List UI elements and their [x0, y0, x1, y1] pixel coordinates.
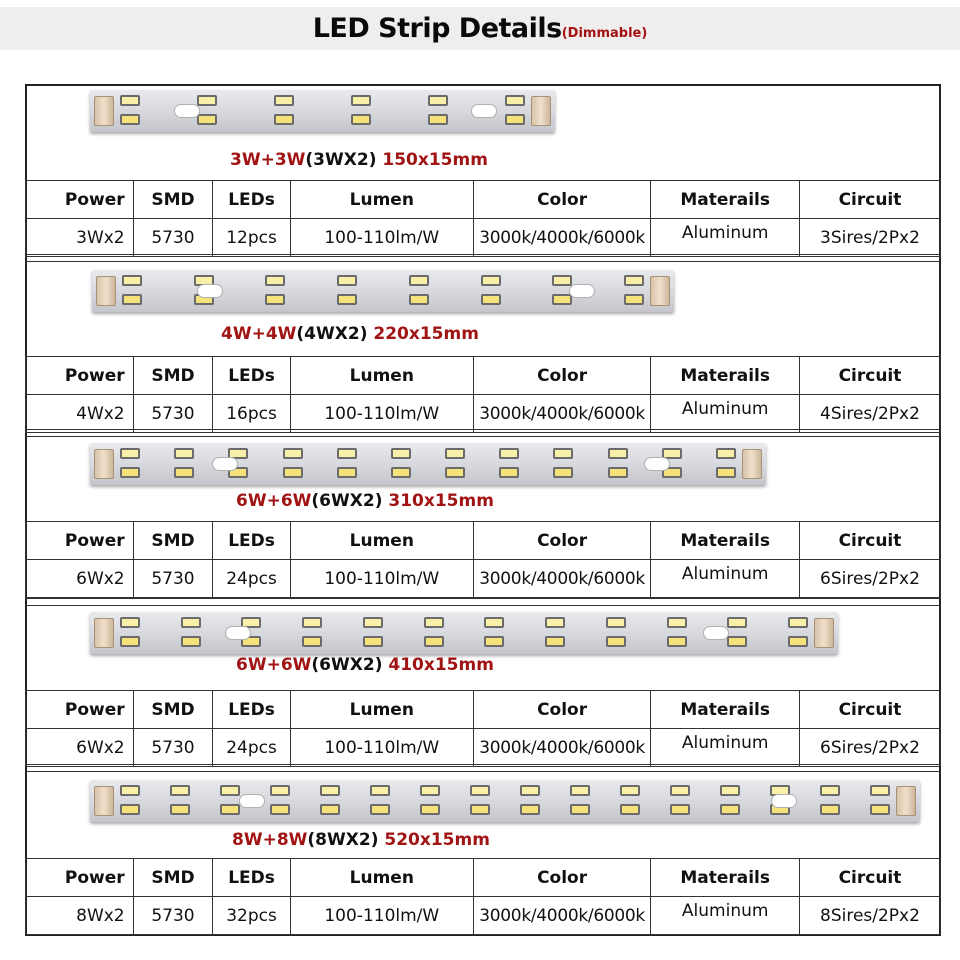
connector-icon: [94, 96, 114, 126]
cell-power: 3Wx2: [26, 219, 134, 257]
smd-led-icon: [624, 275, 644, 286]
led-strip-image: [92, 270, 674, 312]
column-header: Lumen: [290, 859, 473, 897]
smd-led-icon: [424, 617, 444, 628]
cell-circuit: 3Sires/2Px2: [799, 219, 940, 257]
mounting-hole-icon: [239, 794, 265, 808]
column-header: SMD: [133, 181, 213, 219]
column-header: Circuit: [799, 357, 940, 395]
smd-led-icon: [428, 95, 448, 106]
smd-led-icon: [320, 804, 340, 815]
connector-icon: [94, 786, 114, 816]
page-title: LED Strip Details: [312, 13, 562, 44]
smd-led-icon: [520, 804, 540, 815]
cell-circuit: 6Sires/2Px2: [799, 729, 940, 767]
spec-table: [25, 690, 941, 767]
column-header: Color: [473, 357, 651, 395]
smd-led-icon: [363, 617, 383, 628]
smd-led-icon: [122, 275, 142, 286]
column-header: Circuit: [799, 522, 940, 560]
smd-led-icon: [499, 467, 519, 478]
connector-icon: [531, 96, 551, 126]
strip-caption: [221, 324, 479, 344]
smd-led-icon: [351, 114, 371, 125]
smd-led-icon: [606, 617, 626, 628]
connector-icon: [814, 618, 834, 648]
smd-led-icon: [320, 785, 340, 796]
smd-led-icon: [220, 804, 240, 815]
smd-led-icon: [820, 804, 840, 815]
smd-led-icon: [667, 636, 687, 647]
column-header: Lumen: [290, 357, 473, 395]
smd-led-icon: [120, 467, 140, 478]
column-header: Materails: [651, 522, 800, 560]
mounting-hole-icon: [703, 626, 729, 640]
smd-led-icon: [181, 636, 201, 647]
smd-led-icon: [370, 785, 390, 796]
column-header: LEDs: [213, 357, 291, 395]
cell-leds: 32pcs: [213, 897, 291, 935]
smd-led-icon: [788, 636, 808, 647]
mounting-hole-icon: [471, 104, 497, 118]
smd-led-icon: [391, 467, 411, 478]
connector-icon: [94, 618, 114, 648]
smd-led-icon: [481, 275, 501, 286]
section-divider: [25, 598, 941, 606]
mounting-hole-icon: [225, 626, 251, 640]
column-header: Lumen: [290, 522, 473, 560]
smd-led-icon: [120, 114, 140, 125]
cell-power: 6Wx2: [26, 560, 134, 598]
strip-caption: [236, 655, 494, 675]
section-divider: [25, 254, 941, 262]
smd-led-icon: [820, 785, 840, 796]
caption-size: 410x15mm: [382, 655, 494, 675]
column-header: Color: [473, 181, 651, 219]
column-header: LEDs: [213, 522, 291, 560]
column-header: Materails: [651, 181, 800, 219]
caption-power: 8W+8W: [232, 830, 308, 850]
smd-led-icon: [484, 617, 504, 628]
smd-led-icon: [667, 617, 687, 628]
smd-led-icon: [174, 467, 194, 478]
smd-led-icon: [363, 636, 383, 647]
smd-led-icon: [120, 448, 140, 459]
connector-icon: [742, 449, 762, 479]
table-row: [26, 560, 941, 598]
table-header-row: [26, 691, 941, 729]
mounting-hole-icon: [197, 284, 223, 298]
caption-power: 4W+4W: [221, 324, 297, 344]
cell-material: Aluminum: [651, 560, 800, 598]
smd-led-icon: [197, 95, 217, 106]
smd-led-icon: [220, 785, 240, 796]
column-header: Power: [26, 522, 134, 560]
cell-smd: 5730: [133, 729, 213, 767]
spec-table: [25, 180, 941, 257]
caption-power: 6W+6W: [236, 655, 312, 675]
mounting-hole-icon: [174, 104, 200, 118]
smd-led-icon: [420, 804, 440, 815]
caption-config: (6WX2): [311, 491, 383, 511]
smd-led-icon: [302, 617, 322, 628]
smd-led-icon: [552, 275, 572, 286]
cell-smd: 5730: [133, 219, 213, 257]
smd-led-icon: [181, 617, 201, 628]
smd-led-icon: [470, 804, 490, 815]
spec-table: [25, 356, 941, 433]
column-header: Power: [26, 181, 134, 219]
cell-lumen: 100-110lm/W: [290, 729, 473, 767]
table-row: [26, 395, 941, 433]
mounting-hole-icon: [569, 284, 595, 298]
smd-led-icon: [484, 636, 504, 647]
column-header: Materails: [651, 691, 800, 729]
smd-led-icon: [420, 785, 440, 796]
strip-caption: [232, 830, 490, 850]
smd-led-icon: [620, 804, 640, 815]
section-divider: [25, 764, 941, 772]
cell-color: 3000k/4000k/6000k: [473, 219, 651, 257]
caption-power: 6W+6W: [236, 491, 312, 511]
mounting-hole-icon: [644, 457, 670, 471]
table-header-row: [26, 357, 941, 395]
cell-color: 3000k/4000k/6000k: [473, 395, 651, 433]
caption-power: 3W+3W: [230, 150, 306, 170]
cell-material: Aluminum: [651, 219, 800, 257]
smd-led-icon: [553, 448, 573, 459]
smd-led-icon: [670, 804, 690, 815]
smd-led-icon: [445, 448, 465, 459]
smd-led-icon: [520, 785, 540, 796]
cell-circuit: 8Sires/2Px2: [799, 897, 940, 935]
caption-size: 220x15mm: [367, 324, 479, 344]
smd-led-icon: [351, 95, 371, 106]
smd-led-icon: [120, 95, 140, 106]
smd-led-icon: [170, 804, 190, 815]
cell-lumen: 100-110lm/W: [290, 897, 473, 935]
caption-config: (8WX2): [307, 830, 379, 850]
smd-led-icon: [670, 785, 690, 796]
cell-lumen: 100-110lm/W: [290, 560, 473, 598]
smd-led-icon: [409, 294, 429, 305]
cell-leds: 16pcs: [213, 395, 291, 433]
column-header: SMD: [133, 859, 213, 897]
table-row: [26, 729, 941, 767]
smd-led-icon: [337, 448, 357, 459]
page-header: [0, 7, 960, 50]
smd-led-icon: [624, 294, 644, 305]
smd-led-icon: [870, 785, 890, 796]
column-header: Circuit: [799, 859, 940, 897]
cell-material: Aluminum: [651, 729, 800, 767]
smd-led-icon: [120, 785, 140, 796]
table-header-row: [26, 859, 941, 897]
smd-led-icon: [170, 785, 190, 796]
column-header: Circuit: [799, 691, 940, 729]
smd-led-icon: [620, 785, 640, 796]
led-strip-image: [90, 612, 838, 654]
caption-config: (6WX2): [311, 655, 383, 675]
table-header-row: [26, 181, 941, 219]
section-divider: [25, 429, 941, 437]
column-header: LEDs: [213, 859, 291, 897]
smd-led-icon: [608, 448, 628, 459]
smd-led-icon: [505, 114, 525, 125]
smd-led-icon: [409, 275, 429, 286]
smd-led-icon: [122, 294, 142, 305]
smd-led-icon: [274, 95, 294, 106]
smd-led-icon: [120, 804, 140, 815]
column-header: Color: [473, 691, 651, 729]
smd-led-icon: [727, 636, 747, 647]
cell-leds: 24pcs: [213, 560, 291, 598]
page-subtitle: (Dimmable): [561, 26, 648, 41]
smd-led-icon: [174, 448, 194, 459]
smd-led-icon: [470, 785, 490, 796]
smd-led-icon: [553, 467, 573, 478]
smd-led-icon: [428, 114, 448, 125]
cell-leds: 12pcs: [213, 219, 291, 257]
smd-led-icon: [788, 617, 808, 628]
smd-led-icon: [283, 467, 303, 478]
smd-led-icon: [716, 448, 736, 459]
led-strip-image: [90, 90, 555, 132]
connector-icon: [94, 449, 114, 479]
smd-led-icon: [499, 448, 519, 459]
column-header: Materails: [651, 859, 800, 897]
smd-led-icon: [727, 617, 747, 628]
cell-material: Aluminum: [651, 897, 800, 935]
caption-size: 150x15mm: [376, 150, 488, 170]
smd-led-icon: [505, 95, 525, 106]
mounting-hole-icon: [212, 457, 238, 471]
strip-caption: [236, 491, 494, 511]
smd-led-icon: [545, 617, 565, 628]
cell-material: Aluminum: [651, 395, 800, 433]
column-header: Circuit: [799, 181, 940, 219]
column-header: Color: [473, 859, 651, 897]
cell-circuit: 6Sires/2Px2: [799, 560, 940, 598]
column-header: Power: [26, 859, 134, 897]
mounting-hole-icon: [771, 794, 797, 808]
connector-icon: [650, 276, 670, 306]
smd-led-icon: [870, 804, 890, 815]
smd-led-icon: [720, 804, 740, 815]
smd-led-icon: [391, 448, 411, 459]
cell-color: 3000k/4000k/6000k: [473, 729, 651, 767]
smd-led-icon: [570, 785, 590, 796]
smd-led-icon: [197, 114, 217, 125]
connector-icon: [896, 786, 916, 816]
table-row: [26, 897, 941, 935]
cell-smd: 5730: [133, 560, 213, 598]
smd-led-icon: [552, 294, 572, 305]
smd-led-icon: [606, 636, 626, 647]
cell-lumen: 100-110lm/W: [290, 395, 473, 433]
cell-power: 8Wx2: [26, 897, 134, 935]
column-header: LEDs: [213, 691, 291, 729]
smd-led-icon: [302, 636, 322, 647]
smd-led-icon: [120, 617, 140, 628]
column-header: SMD: [133, 522, 213, 560]
smd-led-icon: [608, 467, 628, 478]
smd-led-icon: [545, 636, 565, 647]
column-header: Lumen: [290, 691, 473, 729]
smd-led-icon: [337, 294, 357, 305]
cell-circuit: 4Sires/2Px2: [799, 395, 940, 433]
column-header: SMD: [133, 357, 213, 395]
column-header: LEDs: [213, 181, 291, 219]
smd-led-icon: [265, 275, 285, 286]
smd-led-icon: [716, 467, 736, 478]
caption-size: 310x15mm: [382, 491, 494, 511]
smd-led-icon: [570, 804, 590, 815]
led-strip-image: [90, 443, 766, 485]
smd-led-icon: [445, 467, 465, 478]
spec-table: [25, 521, 941, 598]
caption-config: (4WX2): [296, 324, 368, 344]
column-header: Color: [473, 522, 651, 560]
column-header: Power: [26, 691, 134, 729]
smd-led-icon: [274, 114, 294, 125]
column-header: Materails: [651, 357, 800, 395]
smd-led-icon: [481, 294, 501, 305]
cell-color: 3000k/4000k/6000k: [473, 560, 651, 598]
table-row: [26, 219, 941, 257]
cell-power: 6Wx2: [26, 729, 134, 767]
smd-led-icon: [270, 785, 290, 796]
cell-lumen: 100-110lm/W: [290, 219, 473, 257]
cell-power: 4Wx2: [26, 395, 134, 433]
spec-table: [25, 858, 941, 935]
smd-led-icon: [270, 804, 290, 815]
cell-leds: 24pcs: [213, 729, 291, 767]
column-header: SMD: [133, 691, 213, 729]
cell-smd: 5730: [133, 395, 213, 433]
smd-led-icon: [720, 785, 740, 796]
strip-caption: [230, 150, 488, 170]
smd-led-icon: [337, 467, 357, 478]
table-header-row: [26, 522, 941, 560]
column-header: Lumen: [290, 181, 473, 219]
smd-led-icon: [283, 448, 303, 459]
smd-led-icon: [120, 636, 140, 647]
smd-led-icon: [424, 636, 444, 647]
caption-config: (3WX2): [305, 150, 377, 170]
connector-icon: [96, 276, 116, 306]
cell-color: 3000k/4000k/6000k: [473, 897, 651, 935]
smd-led-icon: [337, 275, 357, 286]
column-header: Power: [26, 357, 134, 395]
smd-led-icon: [370, 804, 390, 815]
led-strip-image: [90, 780, 920, 822]
caption-size: 520x15mm: [378, 830, 490, 850]
cell-smd: 5730: [133, 897, 213, 935]
smd-led-icon: [265, 294, 285, 305]
